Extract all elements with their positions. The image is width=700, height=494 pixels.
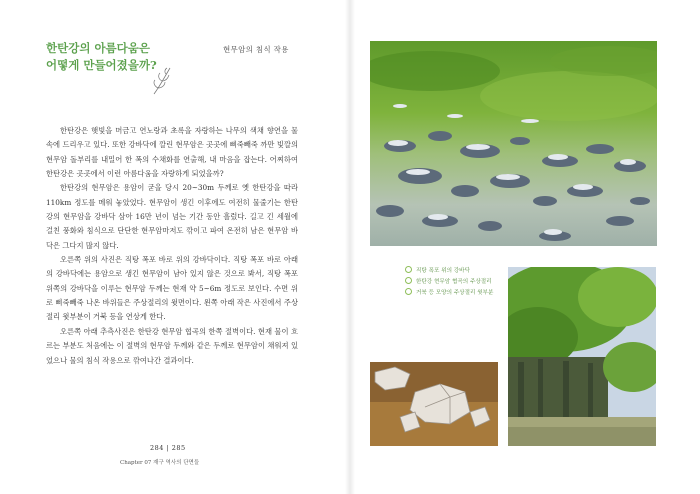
paragraph-4: 오른쪽 아래 추측사진은 한탄강 현무암 협곡의 한쪽 절벽이다. 현재 물이 흐르는 부분도 처음에는 이 절벽의 현무암 두께와 같은 두께로 현무암이 채워져 있었으나 물의 침식 작용으로 깎여나간 결과이다. bbox=[46, 326, 298, 365]
paragraph-1: 한탄강은 햇빛을 머금고 연노랑과 초록을 자랑하는 나무의 색채 향연을 물 속에 드리우고 있다. 또한 강바닥에 깔린 현무암은 곳곳에 삐죽빼죽 까만 빛깔의 현무암 돌부리를 내밀어 한 폭의 수채화를 연출해, 내 마음을 잡는다. 어찌하여 한탄강은 곳곳에서 이런 아름다움을 자랑하게 되었을까? bbox=[46, 126, 298, 179]
turtle-rock-photo bbox=[370, 362, 498, 446]
riverbed-photo bbox=[370, 41, 657, 246]
bullet-icon bbox=[405, 288, 412, 295]
paragraph-2: 한탄강의 현무암은 용암이 굳을 당시 20~30m 두께로 옛 한탄강을 따라 110km 정도를 메워 놓았었다. 현무암이 생긴 이후에도 여전히 물줄기는 한탄강의 현무암을 강바닥 삼아 16만 년이 넘는 기간 동안 흘렀다. 길고 긴 세월에 걸친 풍화와 침식으로 단단한 현무암마저도 깎이고 파여 온전히 남은 현무암 바닥은 그다지 많지 않다. bbox=[46, 183, 298, 250]
caption-item: 거북 등 모양의 주상절리 윗부분 bbox=[405, 288, 510, 299]
title-line-2: 어떻게 만들어졌을까? bbox=[46, 58, 157, 72]
bullet-icon bbox=[405, 266, 412, 273]
photo-captions bbox=[405, 266, 510, 299]
title-line-1: 한탄강의 아름다움은 bbox=[46, 41, 150, 55]
section-tag: 현무암의 침식 작용 bbox=[223, 45, 289, 54]
cliff-photo bbox=[508, 267, 656, 446]
gutter-shadow bbox=[345, 0, 355, 494]
page-numbers: 284 | 285 bbox=[150, 444, 186, 452]
paragraph-3: 오른쪽 위의 사진은 직탕 폭포 바로 위의 강바닥이다. 직탕 폭포 바로 아래의 강바닥에는 용암으로 생긴 현무암이 남아 있지 않은 것으로 봐서, 직탕 폭포 위쪽의 강바닥을 이루는 현무암 두께는 현재 약 5~6m 정도로 보인다. 수면 위로 삐죽빼죽 나온 바위들은 주상절리의 윗면이다. 왼쪽 아래 작은 사진에서 주상절리 윗부분이 거북 등을 연상게 한다. bbox=[46, 255, 298, 322]
chapter-footer: Chapter 07 재구 역사의 단면들 bbox=[120, 460, 200, 466]
caption-item: 한탄강 현무암 협곡의 주상절리 bbox=[405, 277, 510, 288]
leaf-icon bbox=[150, 66, 174, 96]
bullet-icon bbox=[405, 277, 412, 284]
body-text bbox=[46, 124, 298, 368]
caption-item: 직탕 폭포 위의 강바닥 bbox=[405, 266, 510, 277]
